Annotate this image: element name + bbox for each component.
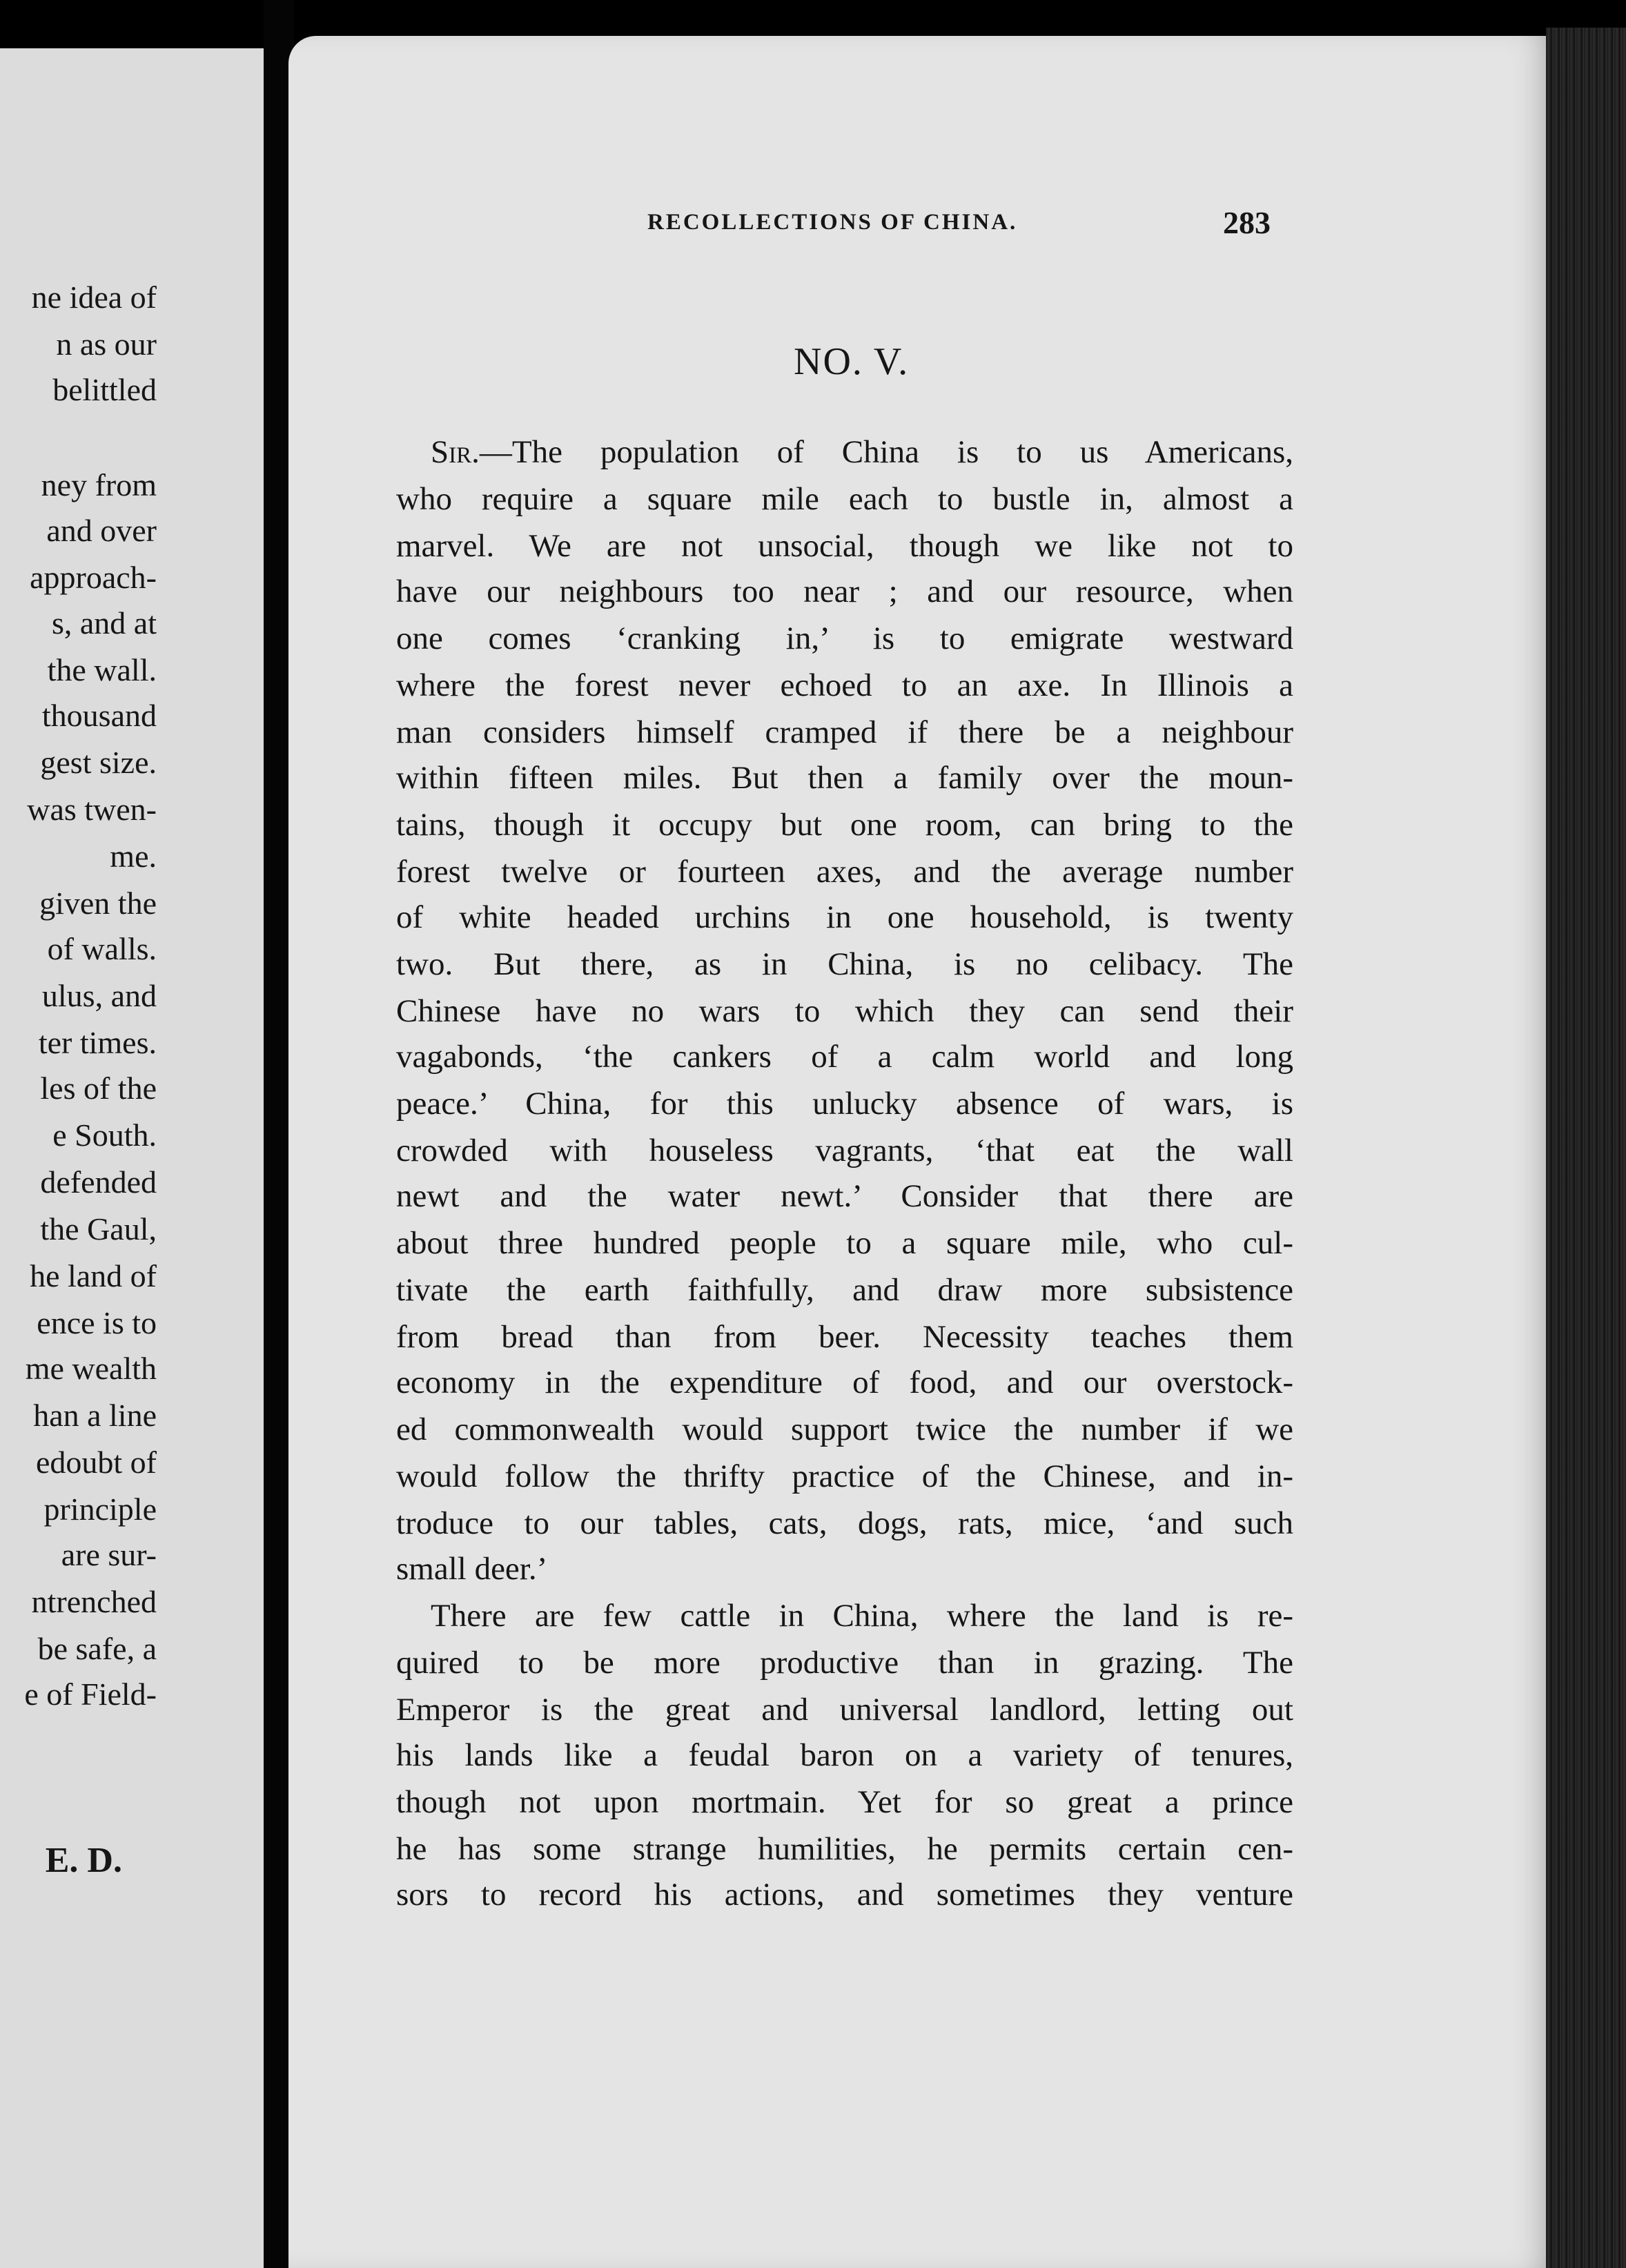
text-line: tivate the earth faithfully, and draw more subsistence (396, 1272, 1293, 1308)
left-line: les of the (40, 1071, 157, 1106)
left-line: thousand (41, 698, 157, 733)
text-line: peace.’ China, for this unlucky absence of wars, is (396, 1086, 1293, 1122)
left-signature: E. D. (45, 1841, 122, 1880)
left-line: be safe, a (37, 1631, 157, 1666)
left-line: approach- (30, 560, 157, 595)
left-line: gest size. (40, 745, 157, 780)
text-line: two. But there, as in China, is no celibacy. The (396, 946, 1293, 982)
text-line: newt and the water newt.’ Consider that there are (396, 1178, 1293, 1214)
left-line: edoubt of (35, 1445, 157, 1480)
running-head: RECOLLECTIONS OF CHINA. (647, 210, 1018, 235)
text-line: of white headed urchins in one household, is twenty (396, 899, 1293, 935)
page-edge (1546, 28, 1626, 2268)
left-line: the Gaul, (40, 1211, 157, 1247)
text-line: Emperor is the great and universal landlord, letting out (396, 1692, 1293, 1728)
left-line: are sur- (61, 1537, 157, 1572)
text-line: small deer.’ (396, 1551, 548, 1587)
text-line: his lands like a feudal baron on a variety of tenures, (396, 1737, 1293, 1773)
left-line: han a line (33, 1398, 157, 1433)
left-line: given the (39, 886, 157, 921)
left-line: ne idea of (31, 280, 157, 315)
text-line: would follow the thrifty practice of the Chinese, and in- (396, 1458, 1293, 1494)
salutation: Sir. (431, 434, 480, 470)
text-line: sors to record his actions, and sometimes they venture (396, 1877, 1293, 1913)
left-line: was twen- (27, 792, 157, 827)
text-line: economy in the expenditure of food, and our overstock- (396, 1365, 1293, 1400)
text-line: troduce to our tables, cats, dogs, rats, mice, ‘and such (396, 1505, 1293, 1541)
left-line: belittled (52, 372, 157, 407)
text-line-content: —The population of China is to us Americans, (479, 434, 1293, 470)
left-line: ence is to (37, 1305, 157, 1340)
text-line: man considers himself cramped if there be a neighbour (396, 714, 1293, 750)
left-line: of walls. (47, 931, 157, 966)
text-line: ed commonwealth would support twice the number if we (396, 1411, 1293, 1447)
left-line: s, and at (51, 605, 157, 641)
left-line: he land of (30, 1258, 157, 1293)
text-line: have our neighbours too near ; and our resource, when (396, 574, 1293, 609)
text-line: marvel. We are not unsocial, though we like not to (396, 528, 1293, 564)
text-line: crowded with houseless vagrants, ‘that eat the wall (396, 1133, 1293, 1169)
left-line: ter times. (38, 1025, 157, 1060)
left-page-fragment (0, 48, 264, 2268)
text-line: forest twelve or fourteen axes, and the average number (396, 854, 1293, 890)
left-line: ulus, and (41, 978, 157, 1013)
text-line: one comes ‘cranking in,’ is to emigrate westward (396, 620, 1293, 656)
left-line: e of Field- (24, 1676, 157, 1712)
page-number: 283 (1223, 205, 1271, 240)
text-line: within fifteen miles. But then a family over the moun- (396, 760, 1293, 796)
left-line: principle (43, 1492, 157, 1527)
section-title: NO. V. (794, 340, 910, 383)
text-line: tains, though it occupy but one room, can bring to the (396, 807, 1293, 843)
text-line: who require a square mile each to bustle in, almost a (396, 481, 1293, 517)
text-line (431, 436, 1293, 469)
text-line: about three hundred people to a square mile, who cul- (396, 1225, 1293, 1261)
text-line: vagabonds, ‘the cankers of a calm world and long (396, 1039, 1293, 1075)
left-line: n as our (56, 326, 157, 362)
left-line: the wall. (47, 652, 157, 687)
text-line: Chinese have no wars to which they can send their (396, 993, 1293, 1029)
text-line: he has some strange humilities, he permits certain cen- (396, 1831, 1293, 1867)
left-line: ney from (41, 467, 157, 502)
left-line: ntrenched (31, 1584, 157, 1619)
left-line: and over (46, 513, 157, 548)
text-line: though not upon mortmain. Yet for so great a prince (396, 1784, 1293, 1820)
left-line: e South. (52, 1117, 157, 1153)
left-line: me wealth (25, 1351, 157, 1386)
text-line: quired to be more productive than in grazing. The (396, 1645, 1293, 1681)
left-line: me. (110, 839, 157, 874)
text-line: where the forest never echoed to an axe. In Illinois a (396, 667, 1293, 703)
text-line: from bread than from beer. Necessity teaches them (396, 1319, 1293, 1355)
left-line: defended (40, 1164, 157, 1200)
text-line: There are few cattle in China, where the land is re- (431, 1598, 1293, 1634)
